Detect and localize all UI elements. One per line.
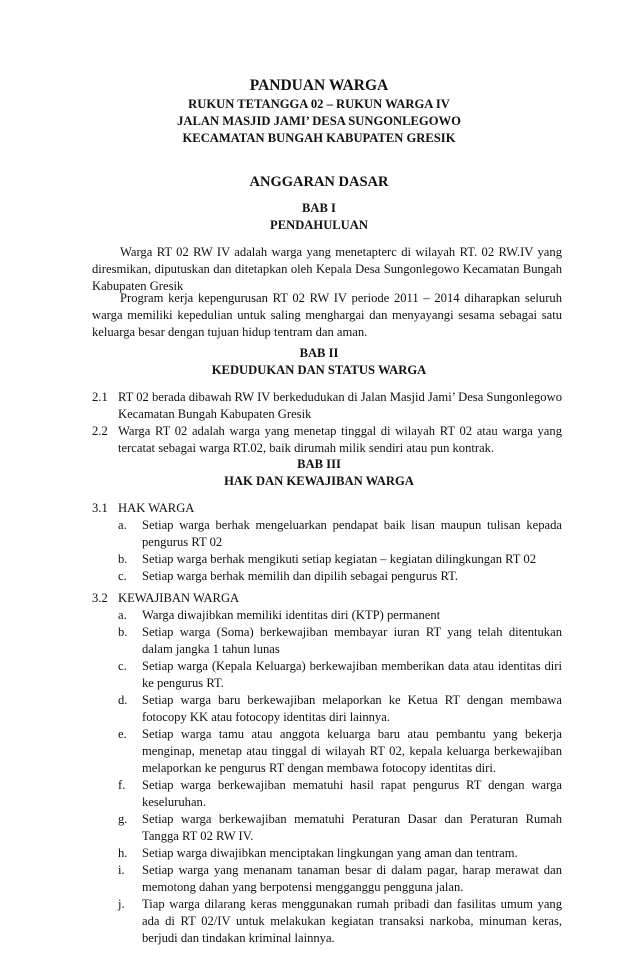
chapter-title: PENDAHULUAN: [270, 218, 368, 232]
list-item: j. Tiap warga dilarang keras menggunakan rumah pribadi dan fasilitas umum yang ada di RT 02/IV untuk melakukan kegiatan transaksi narkoba, minuman keras, berjudi dan tindakan kriminal lainnya.: [118, 897, 562, 945]
header-line-2: JALAN MASJID JAMI’ DESA SUNGONLEGOWO: [177, 114, 461, 128]
header-line-3: KECAMATAN BUNGAH KABUPATEN GRESIK: [182, 131, 456, 145]
paragraph: Program kerja kepengurusan RT 02 RW IV periode 2011 – 2014 diharapkan seluruh warga memiliki kepedulian untuk saling menghargai dan menyayangi sesama sebagai satu keluarga besar dengan tujuan hidup tentram dan aman.: [92, 291, 562, 339]
chapter-number: BAB II: [299, 346, 339, 360]
paragraph: Warga RT 02 RW IV adalah warga yang menetapterc di wilayah RT. 02 RW.IV yang diresmikan, diputuskan dan ditetapkan oleh Kepala Desa Sungonlegowo Kecamatan Bungah Kabupaten Gresik: [92, 245, 562, 293]
list-item: b. Setiap warga berhak mengikuti setiap kegiatan – kegiatan dilingkungan RT 02: [118, 552, 536, 566]
header-line-1: RUKUN TETANGGA 02 – RUKUN WARGA IV: [188, 97, 450, 111]
list-item: 2.1 RT 02 berada dibawah RW IV berkedudukan di Jalan Masjid Jami’ Desa Sungonlegowo Kecamatan Bungah Kabupaten Gresik: [92, 390, 562, 421]
list-item: 2.2 Warga RT 02 adalah warga yang menetap tinggal di wilayah RT 02 atau warga yang tercatat sebagai warga RT.02, baik dirumah milik sendiri atau pun kontrak.: [92, 424, 562, 455]
list-item: g. Setiap warga berkewajiban mematuhi Peraturan Dasar dan Peraturan Rumah Tangga RT 02 RW IV.: [118, 812, 562, 843]
list-item: c. Setiap warga berhak memilih dan dipilih sebagai pengurus RT.: [118, 569, 458, 583]
list-item: e. Setiap warga tamu atau anggota keluarga baru atau pembantu yang bekerja menginap, menetap atau tinggal di wilayah RT 02, kepala keluarga berkewajiban melaporkan ke pengurus RT dengan membawa fotocopy identitas diri.: [118, 727, 562, 775]
chapter-number: BAB III: [297, 457, 341, 471]
list-item: h. Setiap warga diwajibkan menciptakan lingkungan yang aman dan tentram.: [118, 846, 518, 860]
list-item: c. Setiap warga (Kepala Keluarga) berkewajiban memberikan data atau identitas diri ke pengurus RT.: [118, 659, 562, 690]
list-item: a. Setiap warga berhak mengeluarkan pendapat baik lisan maupun tulisan kepada pengurus RT 02: [118, 518, 562, 549]
subsection-heading: 3.2 KEWAJIBAN WARGA: [92, 591, 240, 605]
list-item: b. Setiap warga (Soma) berkewajiban membayar iuran RT yang telah ditentukan dalam jangka 1 tahun lunas: [118, 625, 562, 656]
list-item: f. Setiap warga berkewajiban mematuhi hasil rapat pengurus RT dengan warga keseluruhan.: [118, 778, 562, 809]
chapter-title: KEDUDUKAN DAN STATUS WARGA: [211, 363, 427, 377]
document-title: PANDUAN WARGA: [249, 77, 389, 94]
obligations-list: [118, 607, 562, 947]
chapter-title: HAK DAN KEWAJIBAN WARGA: [224, 474, 414, 488]
list-item: i. Setiap warga yang menanam tanaman besar di dalam pagar, harap merawat dan memotong dahan yang berpotensi mengganggu pengguna jalan.: [118, 863, 562, 894]
article-list: [92, 389, 562, 457]
subsection-heading: 3.1 HAK WARGA: [92, 501, 195, 515]
section-title: ANGGARAN DASAR: [249, 174, 389, 190]
chapter-number: BAB I: [302, 201, 336, 215]
list-item: a. Warga diwajibkan memiliki identitas diri (KTP) permanent: [118, 608, 441, 622]
rights-list: [118, 517, 562, 585]
list-item: d. Setiap warga baru berkewajiban melaporkan ke Ketua RT dengan membawa fotocopy KK atau fotocopy identitas diri lainnya.: [118, 693, 562, 724]
